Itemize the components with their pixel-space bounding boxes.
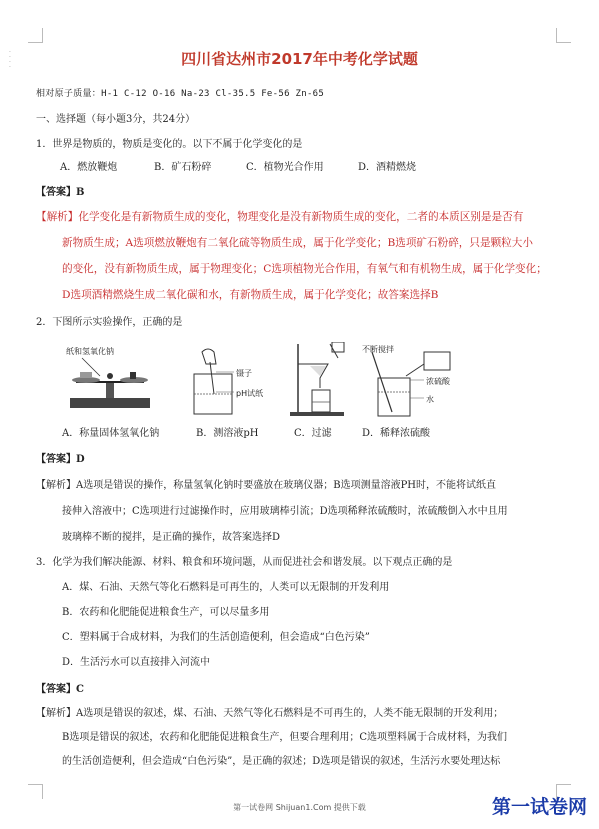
q3-option-b: B．农药和化肥能促进粮食生产，可以尽量多用 [62, 607, 270, 618]
q1-option-c: C．植物光合作用 [246, 162, 324, 173]
q2-caption-a: A．称量固体氢氧化钠 [62, 428, 160, 439]
crop-mark-bottom-left [28, 784, 43, 799]
q3-stem: 3．化学为我们解决能源、材料、粮食和环境问题，从而促进社会和谐发展。以下观点正确的是 [36, 557, 453, 568]
q1-option-d: D．酒精燃烧 [358, 162, 417, 173]
q3-analysis-line: 【解析】A选项是错误的叙述，煤、石油、天然气等化石燃料是不可再生的，人类不能无限制的开发利用； [36, 708, 504, 719]
q3-analysis-line: 的生活创造便利，但会造成“白色污染”，是正确的叙述；D选项是错误的叙述，生活污水要处理达标 [62, 756, 501, 767]
q1-answer: 【答案】B [36, 187, 85, 198]
figure-d-label-water: 水 [426, 395, 434, 404]
site-logo[interactable]: 第一试卷网 [491, 796, 587, 818]
q3-option-c: C．塑料属于合成材料，为我们的生活创造便利，但会造成“白色污染” [62, 632, 370, 643]
section-heading: 一、选择题（每小题3分，共24分） [36, 114, 196, 125]
crop-mark-top-left [28, 28, 43, 43]
q2-analysis-line: 【解析】A选项是错误的操作，称量氢氧化钠时要盛放在玻璃仪器；B选项测量溶液PH时，不能将试纸直 [36, 480, 497, 491]
ph-test-drawing [188, 342, 278, 418]
figure-balance [62, 342, 158, 418]
q3-option-d: D．生活污水可以直接排入河流中 [62, 657, 211, 668]
figure-a-label: 纸和氢氧化钠 [66, 347, 114, 356]
q1-option-b: B．矿石粉碎 [154, 162, 212, 173]
q3-option-a: A．煤、石油、天然气等化石燃料是可再生的，人类可以无限制的开发利用 [62, 582, 390, 593]
q1-analysis-line: 【解析】化学变化是有新物质生成的变化，物理变化是没有新物质生成的变化，二者的本质区别是是否有 [36, 211, 524, 223]
q1-stem: 1．世界是物质的，物质是变化的。以下不属于化学变化的是 [36, 139, 303, 150]
q1-analysis-line: 新物质生成；A选项燃放鞭炮有二氧化硫等物质生成，属于化学变化；B选项矿石粉碎，只是颗粒大小 [62, 237, 533, 249]
q2-caption-c: C．过滤 [294, 428, 332, 439]
q2-caption-d: D．稀释浓硫酸 [362, 428, 431, 439]
figure-d-label-stir: 不断搅拌 [362, 345, 394, 354]
figure-b-label-tweezers: 镊子 [236, 369, 252, 378]
crop-mark-top-right [556, 28, 571, 43]
filtration-drawing [290, 342, 350, 418]
q1-analysis-line: D选项酒精燃烧生成二氧化碳和水，有新物质生成，属于化学变化；故答案选择B [62, 289, 439, 301]
figure-ph-test [188, 342, 278, 418]
q2-analysis-line: 玻璃棒不断的搅拌，是正确的操作，故答案选择D [62, 532, 281, 543]
figure-b-label-ph-paper: pH试纸 [236, 389, 264, 398]
figure-dilution [362, 342, 472, 418]
figure-d-label-acid: 浓硫酸 [426, 377, 450, 386]
margin-dots: · · · · [9, 49, 11, 71]
q2-answer: 【答案】D [36, 454, 85, 465]
q1-option-a: A．燃放鞭炮 [60, 162, 118, 173]
figure-filtration [290, 342, 350, 418]
atomic-masses: 相对原子质量：H-1 C-12 O-16 Na-23 Cl-35.5 Fe-56 Zn-65 [36, 89, 325, 99]
page-title: 四川省达州市2017年中考化学试题 [181, 50, 418, 68]
q2-stem: 2．下图所示实验操作，正确的是 [36, 317, 183, 328]
page-footer: 第一试卷网 Shijuan1.Com 提供下载 [233, 803, 366, 812]
q2-caption-b: B．测溶液pH [196, 428, 259, 439]
q3-analysis-line: B选项是错误的叙述，农药和化肥能促进粮食生产，但要合理利用；C选项塑料属于合成材料，为我们 [62, 732, 507, 743]
q3-answer: 【答案】C [36, 684, 84, 695]
q2-analysis-line: 接伸入溶液中；C选项进行过滤操作时，应用玻璃棒引流；D选项稀释浓硫酸时，浓硫酸倒入水中且用 [62, 506, 508, 517]
q1-analysis-line: 的变化，没有新物质生成，属于物理变化；C选项植物光合作用，有氧气和有机物生成，属于化学变化； [62, 263, 547, 275]
